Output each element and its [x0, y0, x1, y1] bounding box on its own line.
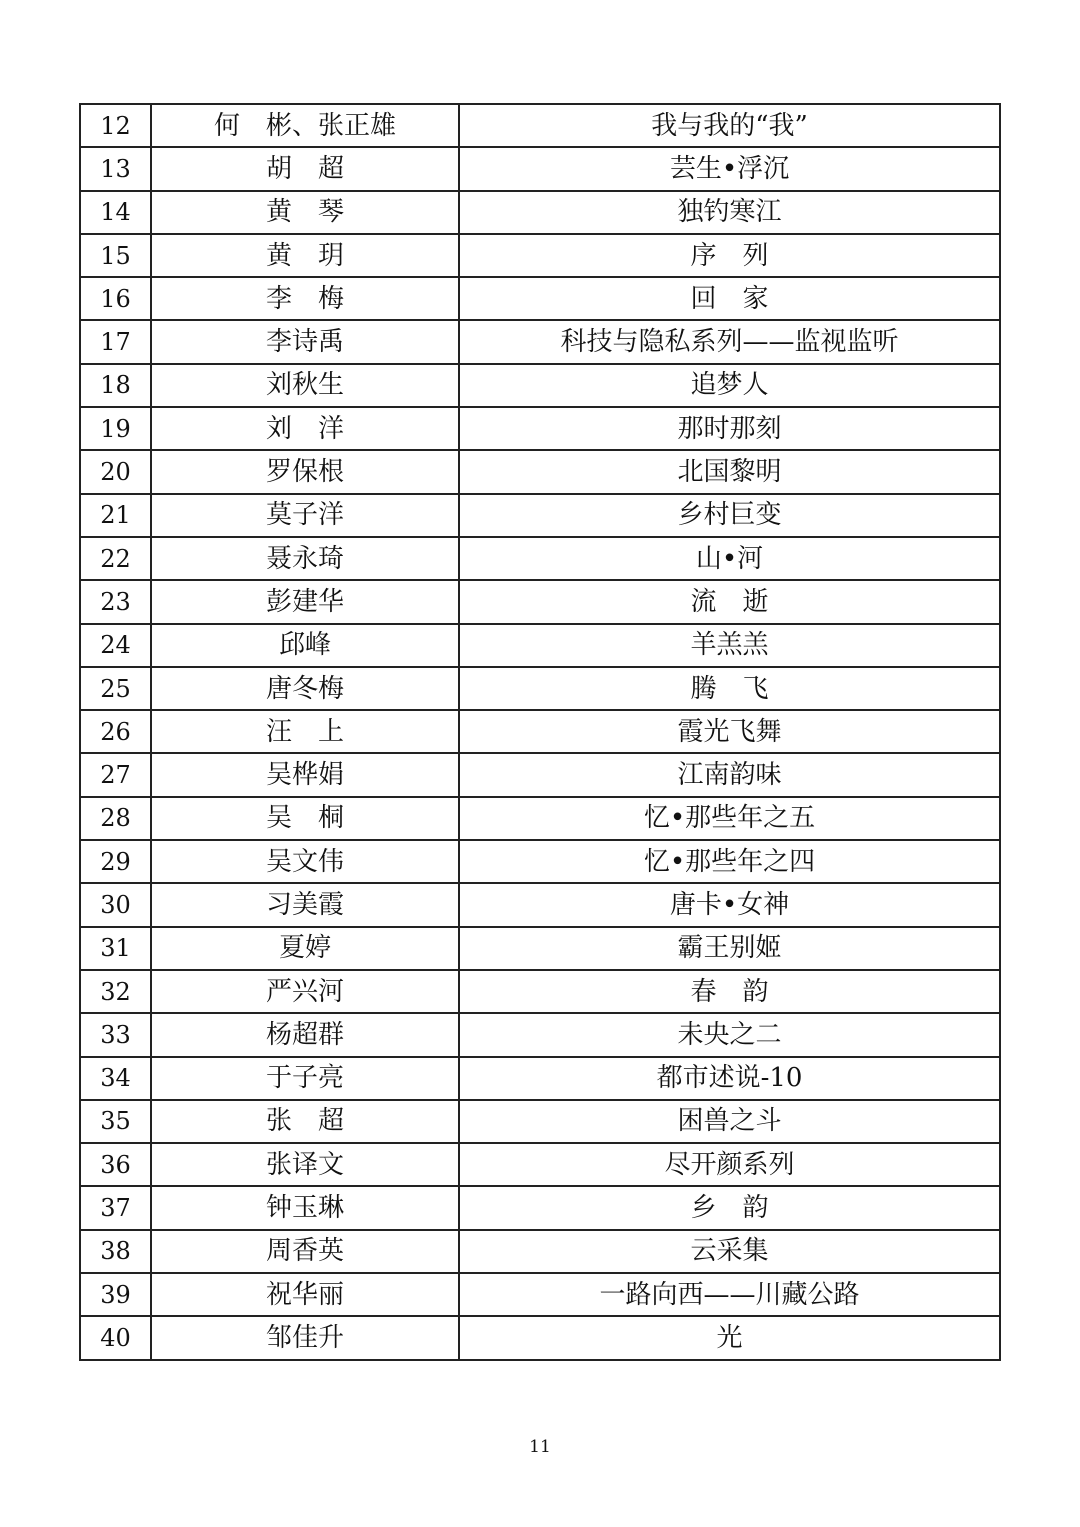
- table-row: [80, 364, 1000, 407]
- author-name: 罗保根: [151, 450, 459, 493]
- table-row: [80, 104, 1000, 147]
- table-row: [80, 840, 1000, 883]
- work-title: 春 韵: [459, 970, 1000, 1013]
- author-name: 于子亮: [151, 1057, 459, 1100]
- work-title: 都市述说-10: [459, 1057, 1000, 1100]
- entry-number: 12: [80, 104, 151, 147]
- work-title: 唐卡•女神: [459, 883, 1000, 926]
- work-title: 乡 韵: [459, 1186, 1000, 1229]
- entry-number: 37: [80, 1186, 151, 1229]
- table-row: [80, 407, 1000, 450]
- table-row: [80, 1143, 1000, 1186]
- table-row: [80, 1100, 1000, 1143]
- entry-number: 27: [80, 753, 151, 796]
- table-row: [80, 667, 1000, 710]
- author-name: 张 超: [151, 1100, 459, 1143]
- work-title: 芸生•浮沉: [459, 147, 1000, 190]
- table-row: [80, 883, 1000, 926]
- table-row: [80, 624, 1000, 667]
- entry-number: 26: [80, 710, 151, 753]
- work-title: 乡村巨变: [459, 494, 1000, 537]
- author-name: 彭建华: [151, 580, 459, 623]
- table-row: [80, 1316, 1000, 1359]
- work-title: 忆•那些年之四: [459, 840, 1000, 883]
- work-title: 腾 飞: [459, 667, 1000, 710]
- table-row: [80, 147, 1000, 190]
- author-name: 胡 超: [151, 147, 459, 190]
- author-name: 吴桦娟: [151, 753, 459, 796]
- table-row: [80, 1013, 1000, 1056]
- table-row: [80, 927, 1000, 970]
- work-title: 霞光飞舞: [459, 710, 1000, 753]
- author-name: 邱峰: [151, 624, 459, 667]
- entries-table: [79, 103, 1001, 1361]
- entry-number: 13: [80, 147, 151, 190]
- work-title: 回 家: [459, 277, 1000, 320]
- work-title: 霸王别姬: [459, 927, 1000, 970]
- table-row: [80, 277, 1000, 320]
- table-row: [80, 191, 1000, 234]
- entry-number: 33: [80, 1013, 151, 1056]
- page-number: 11: [529, 1437, 551, 1457]
- work-title: 羊羔羔: [459, 624, 1000, 667]
- work-title: 那时那刻: [459, 407, 1000, 450]
- table-row: [80, 753, 1000, 796]
- work-title: 忆•那些年之五: [459, 797, 1000, 840]
- work-title: 光: [459, 1316, 1000, 1359]
- work-title: 序 列: [459, 234, 1000, 277]
- table-row: [80, 580, 1000, 623]
- author-name: 习美霞: [151, 883, 459, 926]
- author-name: 杨超群: [151, 1013, 459, 1056]
- work-title: 尽开颜系列: [459, 1143, 1000, 1186]
- entry-number: 31: [80, 927, 151, 970]
- author-name: 李 梅: [151, 277, 459, 320]
- author-name: 吴文伟: [151, 840, 459, 883]
- author-name: 夏婷: [151, 927, 459, 970]
- author-name: 钟玉琳: [151, 1186, 459, 1229]
- table-row: [80, 970, 1000, 1013]
- author-name: 唐冬梅: [151, 667, 459, 710]
- work-title: 北国黎明: [459, 450, 1000, 493]
- work-title: 流 逝: [459, 580, 1000, 623]
- table-row: [80, 450, 1000, 493]
- work-title: 云采集: [459, 1230, 1000, 1273]
- author-name: 邹佳升: [151, 1316, 459, 1359]
- author-name: 刘秋生: [151, 364, 459, 407]
- entry-number: 17: [80, 320, 151, 363]
- work-title: 科技与隐私系列——监视监听: [459, 320, 1000, 363]
- entry-number: 14: [80, 191, 151, 234]
- work-title: 追梦人: [459, 364, 1000, 407]
- table-row: [80, 1186, 1000, 1229]
- author-name: 莫子洋: [151, 494, 459, 537]
- table-row: [80, 494, 1000, 537]
- table-row: [80, 710, 1000, 753]
- work-title: 独钓寒江: [459, 191, 1000, 234]
- author-name: 汪 上: [151, 710, 459, 753]
- entry-number: 18: [80, 364, 151, 407]
- author-name: 严兴河: [151, 970, 459, 1013]
- entry-number: 36: [80, 1143, 151, 1186]
- entry-number: 32: [80, 970, 151, 1013]
- table-row: [80, 234, 1000, 277]
- author-name: 何 彬、张正雄: [151, 104, 459, 147]
- author-name: 祝华丽: [151, 1273, 459, 1316]
- author-name: 黄 琴: [151, 191, 459, 234]
- entry-number: 39: [80, 1273, 151, 1316]
- entry-number: 30: [80, 883, 151, 926]
- table-row: [80, 797, 1000, 840]
- table-row: [80, 320, 1000, 363]
- entry-number: 21: [80, 494, 151, 537]
- author-name: 刘 洋: [151, 407, 459, 450]
- entry-number: 20: [80, 450, 151, 493]
- work-title: 一路向西——川藏公路: [459, 1273, 1000, 1316]
- author-name: 张译文: [151, 1143, 459, 1186]
- table-row: [80, 1230, 1000, 1273]
- work-title: 江南韵味: [459, 753, 1000, 796]
- entry-number: 19: [80, 407, 151, 450]
- entry-number: 23: [80, 580, 151, 623]
- entry-number: 29: [80, 840, 151, 883]
- work-title: 我与我的“我”: [459, 104, 1000, 147]
- work-title: 未央之二: [459, 1013, 1000, 1056]
- work-title: 山•河: [459, 537, 1000, 580]
- entry-number: 15: [80, 234, 151, 277]
- table-row: [80, 1057, 1000, 1100]
- table-row: [80, 1273, 1000, 1316]
- entry-number: 28: [80, 797, 151, 840]
- entry-number: 35: [80, 1100, 151, 1143]
- entry-number: 24: [80, 624, 151, 667]
- entry-number: 16: [80, 277, 151, 320]
- author-name: 吴 桐: [151, 797, 459, 840]
- entry-number: 40: [80, 1316, 151, 1359]
- entry-number: 22: [80, 537, 151, 580]
- author-name: 李诗禹: [151, 320, 459, 363]
- author-name: 周香英: [151, 1230, 459, 1273]
- table-row: [80, 537, 1000, 580]
- author-name: 聂永琦: [151, 537, 459, 580]
- entry-number: 25: [80, 667, 151, 710]
- entry-number: 38: [80, 1230, 151, 1273]
- author-name: 黄 玥: [151, 234, 459, 277]
- entries-table-body: [80, 104, 1000, 1360]
- work-title: 困兽之斗: [459, 1100, 1000, 1143]
- entry-number: 34: [80, 1057, 151, 1100]
